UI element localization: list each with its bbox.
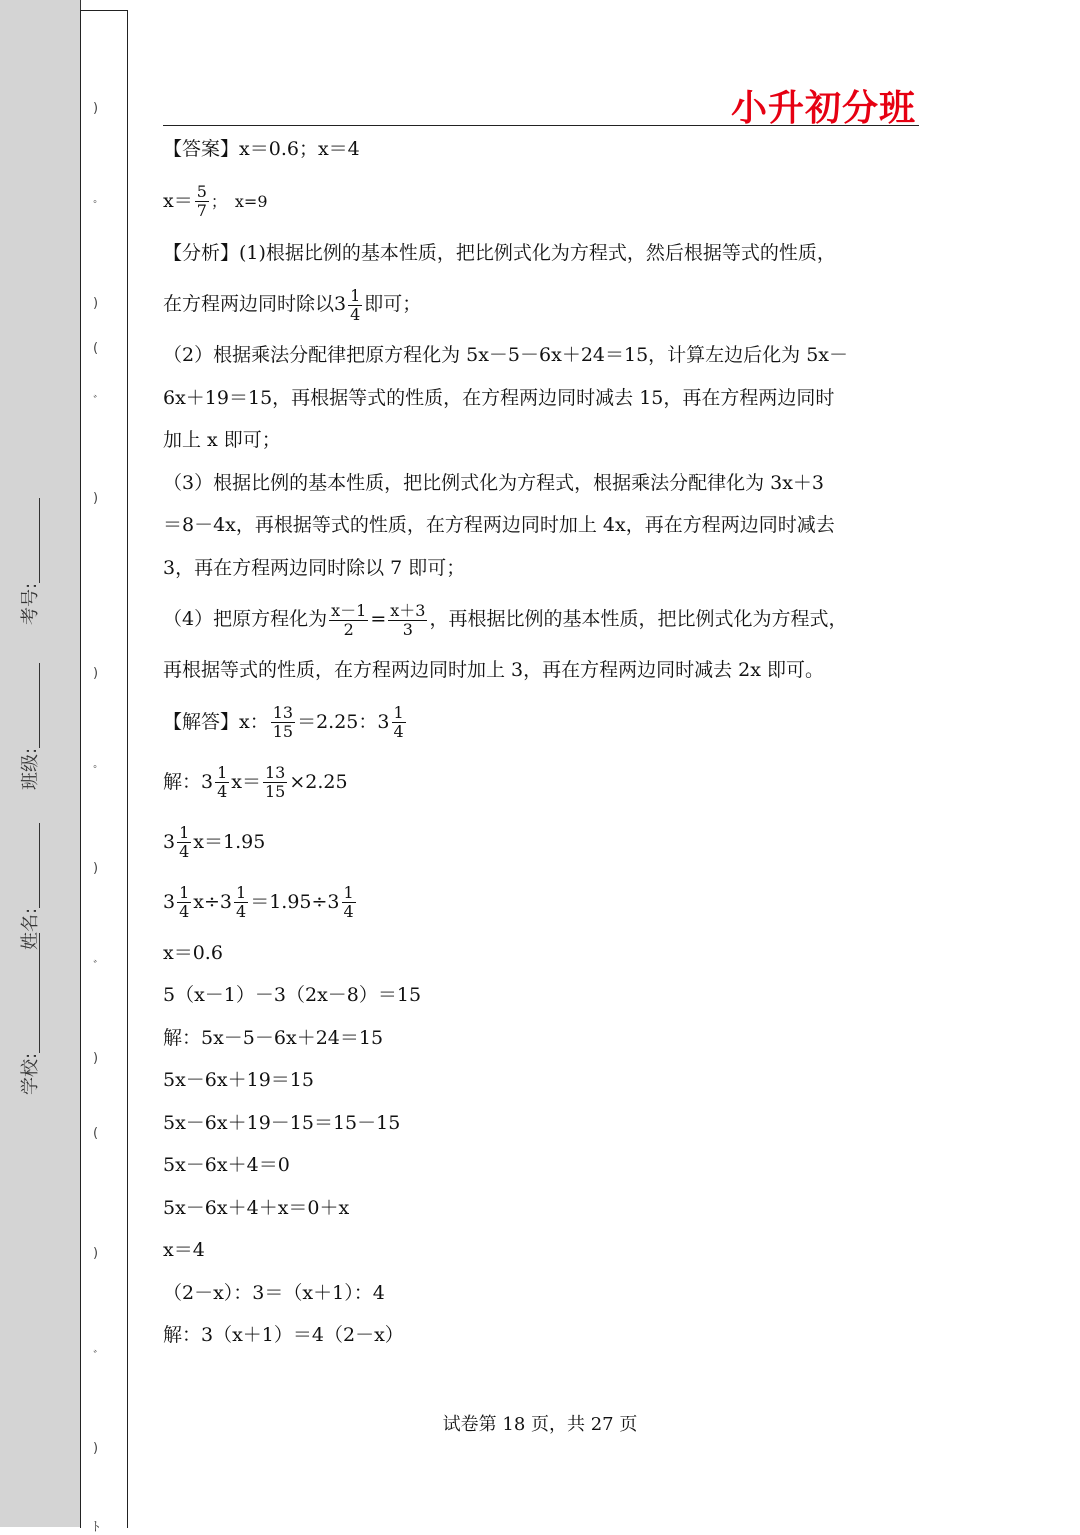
header-rule [163, 125, 919, 126]
analysis-p2b: 6x＋19＝15，再根据等式的性质，在方程两边同时减去 15，再在方程两边同时 [163, 386, 835, 409]
fraction: $\frac{1}{4}$ [350, 285, 361, 324]
analysis-p1b: 在方程两边同时除以3 $\frac{1}{4}$ 即可； [163, 285, 422, 324]
seal-mark: ﾄ [93, 1520, 100, 1535]
solution-step-4: 3 $\frac{1}{4}$ x÷3 $\frac{1}{4}$ ＝1.95÷3 $\frac{1}{4}$ [163, 883, 354, 921]
seal-mark: ) [93, 666, 99, 681]
seal-mark: ( [93, 341, 99, 356]
solution-line: （2－x）：3＝（x＋1）：4 [163, 1281, 385, 1304]
binding-gutter [0, 0, 81, 1527]
fraction: $\frac{1}{4}$ [343, 883, 354, 921]
analysis-p4b: 再根据等式的性质，在方程两边同时加上 3，再在方程两边同时减去 2x 即可。 [163, 659, 825, 681]
fraction: $\frac{1}{4}$ [179, 823, 190, 861]
solution-line: 5x－6x＋19－15＝15－15 [163, 1111, 401, 1134]
exam-no-label: 考号: [16, 125, 46, 625]
solution-step-2: 解：3 $\frac{1}{4}$ x＝ $\frac{13}{15}$ ×2.25 [163, 763, 348, 801]
solution-line: x＝0.6 [163, 941, 223, 964]
analysis-p1: 【分析】(1)根据比例的基本性质，把比例式化为方程式，然后根据等式的性质， [163, 241, 836, 264]
solution-line: 5x－6x＋4＝0 [163, 1154, 290, 1176]
seal-mark: ) [93, 1246, 99, 1261]
solution-line: x＝4 [163, 1239, 205, 1261]
document-body [163, 128, 923, 1357]
solution-line: 解：5x－5－6x＋24＝15 [163, 1026, 384, 1049]
page-footer: 试卷第 18 页，共 27 页 [442, 1414, 638, 1435]
name-label: 姓名: [16, 450, 46, 950]
analysis-p2a: （2）根据乘法分配律把原方程化为 5x－5－6x＋24＝15，计算左边后化为 5x－ [163, 344, 849, 366]
seal-mark: ﾞ [93, 395, 100, 410]
fraction: $\frac{13}{15}$ [265, 763, 286, 801]
analysis-p4a: （4）把原方程化为 $\frac{x-1}{2}$ = $\frac{x+3}{3}$ ，再根据比例的基本性质，把比例式化为方程式， [163, 600, 848, 639]
school-label: 学校: [16, 595, 46, 1095]
seal-mark: ) [93, 1441, 99, 1456]
brand-title: 小升初分班 [730, 88, 916, 129]
analysis-p3a: （3）根据比例的基本性质，把比例式化为方程式，根据乘法分配律化为 3x＋3 [163, 471, 825, 494]
solution-line: 5（x－1）－3（2x－8）＝15 [163, 984, 422, 1006]
fraction: $\frac{x-1}{2}$ [331, 600, 367, 639]
seal-mark: ) [93, 296, 99, 311]
analysis-p3c: 3，再在方程两边同时除以 7 即可； [163, 556, 466, 579]
seal-mark: ﾞ [93, 1350, 100, 1365]
solution-step-3: 3 $\frac{1}{4}$ x＝1.95 [163, 823, 266, 861]
solution-line: 5x－6x＋19＝15 [163, 1069, 314, 1091]
fraction: $\frac{1}{4}$ [236, 883, 247, 921]
seal-mark: ﾟ [93, 765, 100, 780]
fraction: $\frac{x+3}{3}$ [390, 600, 426, 639]
seal-line-strip [80, 10, 128, 1535]
seal-mark: ) [93, 1051, 99, 1066]
seal-mark: ) [93, 491, 99, 506]
fraction: $\frac{1}{4}$ [217, 763, 228, 801]
analysis-p3b: ＝8－4x，再根据等式的性质，在方程两边同时加上 4x，再在方程两边同时减去 [163, 514, 835, 536]
answer-line-2: x＝ $\frac{5}{7}$ ； x=9 [163, 182, 268, 220]
seal-mark: ﾟ [93, 200, 100, 215]
class-label: 班级: [16, 290, 46, 790]
solution-line: 解：3（x＋1）＝4（2－x） [163, 1324, 404, 1346]
fraction: $\frac{1}{4}$ [179, 883, 190, 921]
seal-mark: ) [93, 861, 99, 876]
answer-line: 【答案】x＝0.6；x＝4 [163, 138, 360, 160]
seal-mark: ( [93, 1126, 99, 1141]
solution-step-1: 【解答】x： $\frac{13}{15}$ ＝2.25：3 $\frac{1}{4}$ [163, 703, 404, 741]
fraction: $\frac{1}{4}$ [393, 703, 404, 741]
solution-line: 5x－6x＋4＋x＝0＋x [163, 1196, 350, 1219]
fraction: $\frac{13}{15}$ [272, 703, 294, 741]
fraction: $\frac{5}{7}$ [196, 182, 207, 220]
seal-mark: ) [93, 101, 99, 116]
seal-mark: ﾞ [93, 960, 100, 975]
analysis-p2c: 加上 x 即可； [163, 429, 281, 451]
